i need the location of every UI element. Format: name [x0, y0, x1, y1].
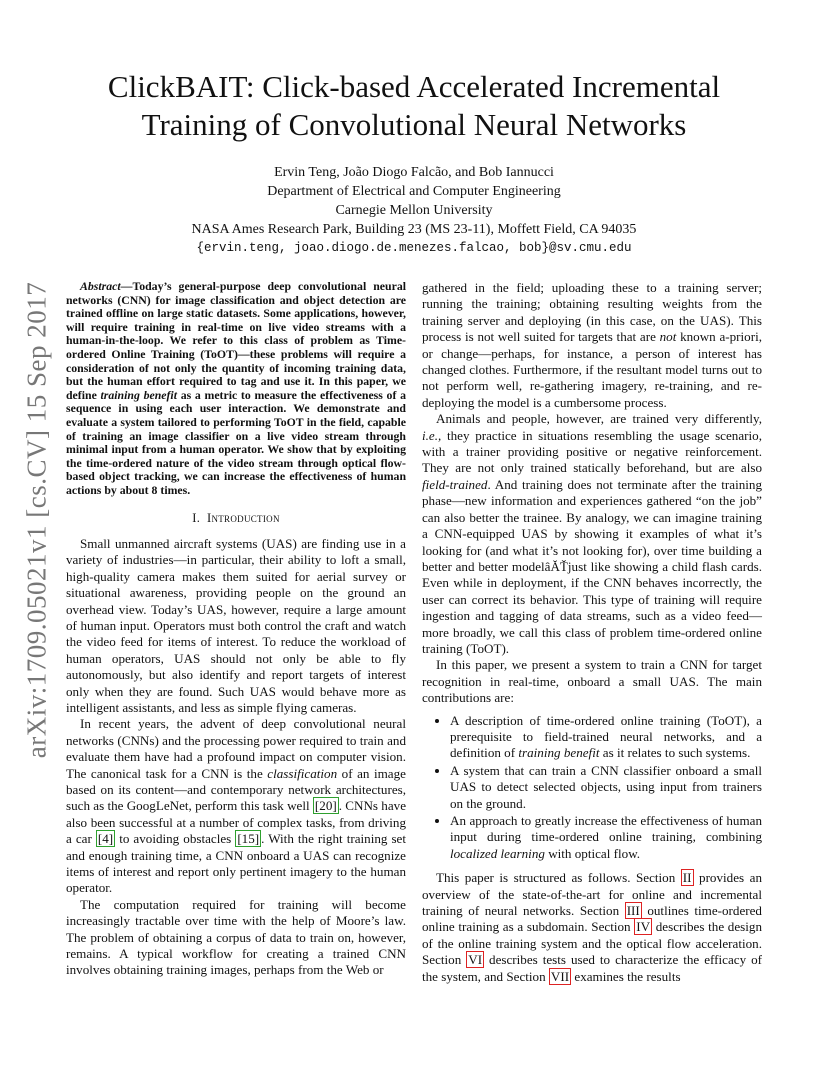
intro-paragraph-5: In this paper, we present a system to train a CNN for target recognition in real-time, onboard a small UAS. The main contributions are: — [422, 657, 762, 706]
section-link[interactable]: III — [626, 903, 640, 919]
intro-paragraph-1: Small unmanned aircraft systems (UAS) are finding use in a variety of industries—in particular, their ability to loft a small, high-quality camera makes them suited for aerial survey or situational awareness, providing people on the ground an overhead view. Today’s UAS, however, require a large amount of human input. Operators must both control the craft and watch the video feed for items of interest. To reduce the workload of human operators, UAS should not only be able to fly autonomously, but also identify and report targets of interest only when they are found. Such UAS would behave more as intelligent assistants, and less as simple flying cameras. — [66, 535, 406, 715]
abstract: Abstract—Today’s general-purpose deep convolutional neural networks (CNN) for image classification and object detection are trained offline on large static datasets. Some applications, however, will require training in real-time on live video streams with a human-in-the-loop. We refer to this class of problem as Time-ordered Online Training (ToOT)—these problems will require a consideration of not only the quantity of incoming training data, but the human effort required to tag and use it. In this paper, we define training benefit as a metric to measure the effectiveness of a sequence in using each user interaction. We demonstrate and evaluate a system tailored to performing ToOT in the field, capable of training an image classifier on a live video stream through minimal input from a human operator. We show that by exploiting the time-ordered nature of the video stream through optical flow-based object tracking, we can increase the effectiveness of human actions by about 8 times. — [66, 279, 406, 497]
list-item: • A system that can train a CNN classifier onboard a small UAS to detect selected objects, using input from trainers on the ground. — [450, 763, 762, 812]
contributions-list — [422, 713, 762, 863]
citation-link[interactable]: [15] — [237, 831, 260, 847]
intro-paragraph-6: This paper is structured as follows. Section II provides an overview of the state-of-the-art for online and incremental training of neural networks. Section III outlines time-ordered online training as a subdomain. Section IV describes the design of the online training system and the optical flow acceleration. Section VI describes tests used to characterize the efficacy of the system, and Section VII examines the results — [422, 870, 762, 984]
citation-link[interactable]: [4] — [97, 831, 114, 847]
section-number: I. — [192, 510, 201, 525]
intro-paragraph-4: Animals and people, however, are trained very differently, i.e., they practice in situations resembling the usage scenario, with a trainer providing positive or negative reinforcement. They are not only trained statically beforehand, but are also field-trained. And training does not terminate after the training phase—new information and experiences gathered “on the job” can also better the trainee. By analogy, we can imagine training a CNN-equipped UAS by showing it examples of what it’s looking for (and what it’s not looking for), over time building a better and better modelâĂŤjust like showing a child flash cards. Even while in deployment, if the CNN behaves incorrectly, the user can correct its behavior. This type of training will require ingestion and tagging of data streams, such as a video feed—more broadly, we call this class of problem time-ordered online training (ToOT). — [422, 411, 762, 656]
arxiv-sidebar — [12, 281, 62, 759]
citation-link[interactable]: [20] — [314, 798, 337, 814]
author-university: Carnegie Mellon University — [335, 203, 493, 218]
author-department: Department of Electrical and Computer Engineering — [267, 184, 561, 199]
intro-paragraph-3: The computation required for training will become increasingly tractable over time with the help of Moore’s law. The problem of obtaining a corpus of data to train on, however, remains. A typical workflow for creating a trained CNN involves obtaining training images, perhaps from the Web or — [66, 896, 406, 978]
title-line-1: ClickBAIT: Click-based Accelerated Incremental — [107, 69, 721, 104]
list-item: • A description of time-ordered online training (ToOT), a prerequisite to field-trained neural networks, and a definition of training benefit as it relates to such systems. — [450, 713, 762, 762]
section-link[interactable]: VI — [468, 952, 483, 968]
section-link[interactable]: II — [682, 870, 692, 886]
paper-title — [0, 68, 828, 144]
section-link[interactable]: VII — [550, 968, 570, 984]
intro-paragraph-3-cont: gathered in the field; uploading these to a training server; running the training; obtaining resulting weights from the training server and deploying (in this case, on the UAS). This process is not well suited for targets that are not known a-priori, or change—perhaps, for instance, a person of interest has changed clothes. Furthermore, if the resultant model turns out to not perform well, re-gathering imagery, re-training, and re-deploying the model is a cumbersome process. — [422, 280, 762, 410]
author-block — [0, 163, 828, 258]
author-emails: {ervin.teng, joao.diogo.de.menezes.falcao, bob}@sv.cmu.edu — [196, 241, 632, 255]
right-column — [422, 280, 762, 985]
section-heading-introduction — [66, 510, 406, 526]
title-line-2: Training of Convolutional Neural Networks — [141, 107, 687, 142]
author-names: Ervin Teng, João Diogo Falcão, and Bob Iannucci — [274, 165, 554, 180]
left-column — [66, 280, 406, 979]
abstract-label: Abstract — [80, 279, 121, 293]
section-title: Introduction — [206, 510, 280, 525]
list-item: • An approach to greatly increase the effectiveness of human input during time-ordered online training, combining localized learning with optical flow. — [450, 813, 762, 862]
intro-paragraph-2: In recent years, the advent of deep convolutional neural networks (CNNs) and the processing power required to train and evaluate them have had a profound impact on computer vision. The canonical task for a CNN is the classification of an image based on its content—and contemporary network architectures, such as the GoogLeNet, perform this task well [20] . CNNs have also been successful at a number of complex tasks, from driving a car [4] to avoiding obstacles [15] . With the right training set and enough training time, a CNN onboard a UAS can recognize items of interest and report only pertinent imagery to the human operator. — [66, 716, 407, 896]
section-link[interactable]: IV — [636, 919, 651, 935]
author-address: NASA Ames Research Park, Building 23 (MS 23-11), Moffett Field, CA 94035 — [191, 222, 637, 237]
arxiv-identifier: arXiv:1709.05021v1 [cs.CV] 15 Sep 2017 — [21, 281, 52, 759]
